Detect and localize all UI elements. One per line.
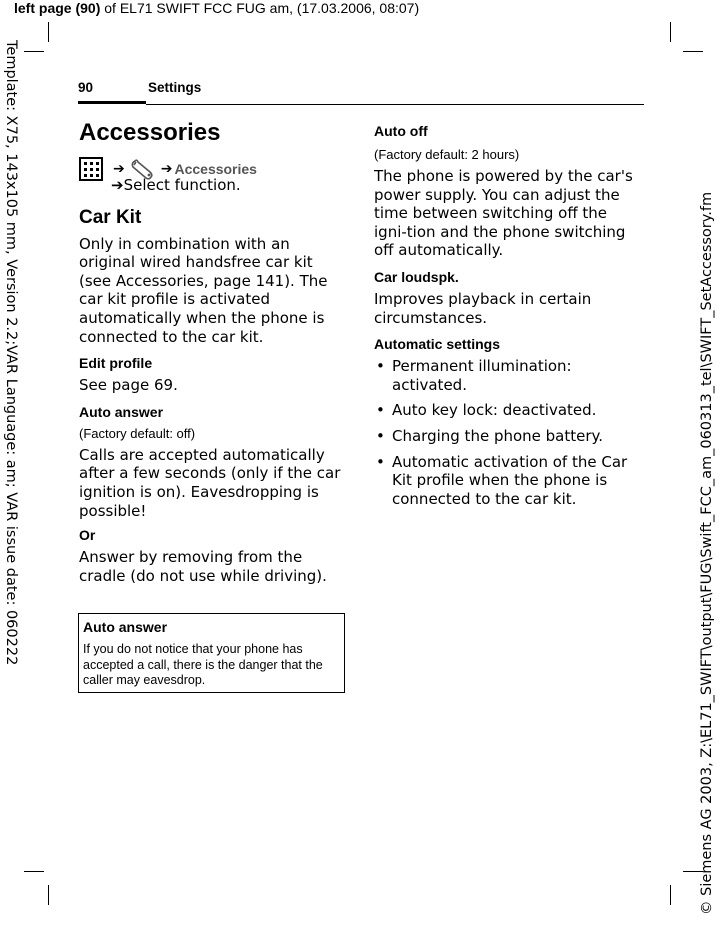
auto-answer-heading: Auto answer — [79, 403, 164, 420]
copyright-margin-text: © Siemens AG 2003, Z:\EL71_SWIFT\output\FUG\Swift_FCC_am_060313_tel\SWIFT_SetAccessory.fm — [699, 191, 715, 915]
car-loudspk-heading: Car loudspk. — [374, 268, 459, 285]
auto-answer-default: (Factory default: off) — [79, 425, 196, 441]
left-column — [79, 118, 347, 591]
car-kit-heading: Car Kit — [79, 206, 142, 228]
template-margin-note — [0, 0, 20, 927]
crop-mark — [48, 22, 49, 42]
crop-mark — [670, 22, 671, 42]
list-item: • Charging the phone battery. — [374, 427, 644, 446]
note-title: Auto answer — [83, 619, 168, 635]
header-rule — [146, 104, 644, 105]
automatic-settings-heading: Automatic settings — [374, 336, 501, 353]
print-header-label: left page (90) — [14, 0, 101, 16]
edit-profile-text: See page 69. — [79, 376, 178, 395]
template-margin-text: Template: X75, 143x105 mm, Version 2.2;VAR Language: am; VAR issue date: 060222 — [3, 40, 19, 666]
arrow-icon: ➔ — [113, 160, 125, 177]
print-header — [14, 0, 419, 16]
right-column — [374, 118, 644, 515]
auto-answer-text-2: Answer by removing from the cradle (do not use while driving). — [79, 548, 327, 585]
auto-off-text: The phone is powered by the car's power supply. You can adjust the time between switching off the igni-tion and the phone switching off automatically. — [374, 167, 633, 260]
menu-path-target: Accessories — [174, 160, 257, 177]
crop-mark — [24, 871, 44, 872]
auto-off-heading: Auto off — [374, 123, 428, 139]
list-item: • Permanent illumination: activated. — [374, 357, 644, 394]
list-item: • Auto key lock: deactivated. — [374, 401, 644, 420]
car-kit-text: Only in combination with an original wired handsfree car kit (see Accessories, page 141). The car kit profile is activated automatically when the phone is connected to the car kit. — [79, 234, 328, 346]
note-text: If you do not notice that your phone has accepted a call, there is the danger that the caller may eavesdrop. — [83, 642, 323, 687]
car-loudspk-text: Improves playback in certain circumstances. — [374, 289, 592, 327]
list-item: • Automatic activation of the Car Kit profile when the phone is connected to the car kit. — [374, 453, 644, 509]
auto-off-default: (Factory default: 2 hours) — [374, 147, 520, 162]
note-box — [78, 613, 345, 693]
automatic-settings-list — [374, 357, 644, 508]
print-header-info: of EL71 SWIFT FCC FUG am, (17.03.2006, 08:07) — [100, 0, 420, 16]
menu-path-action: ➔Select function. — [111, 176, 241, 194]
header-rule-thick — [78, 101, 146, 104]
crop-mark — [48, 885, 49, 905]
menu-grid-icon — [79, 157, 103, 181]
arrow-icon: ➔ — [160, 160, 173, 177]
page-title: Accessories — [79, 119, 221, 146]
crop-mark — [670, 885, 671, 905]
page-number: 90 — [78, 80, 94, 95]
section-title: Settings — [148, 80, 202, 95]
edit-profile-heading: Edit profile — [79, 355, 153, 372]
auto-answer-text: Calls are accepted automatically after a few seconds (only if the car ignition is on). Eavesdropping is possible! — [79, 445, 341, 520]
or-label: Or — [79, 527, 96, 544]
copyright-margin-note — [697, 0, 719, 927]
crop-mark — [24, 51, 44, 52]
